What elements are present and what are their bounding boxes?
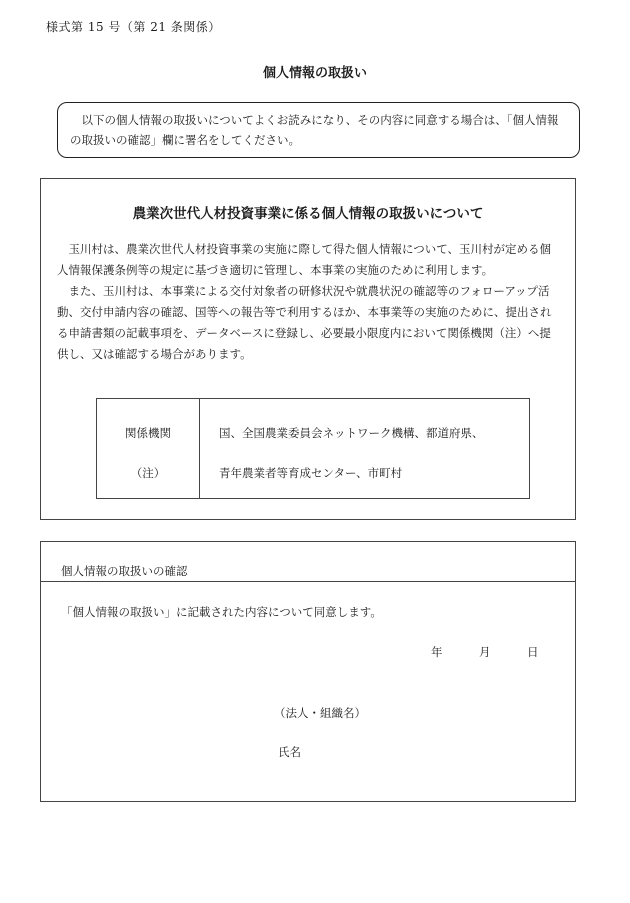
related-organizations-label: 関係機関 [125,426,171,440]
privacy-policy-section [40,178,576,520]
organization-name-field[interactable]: （法人・組織名） [274,706,366,720]
date-day-field[interactable]: 日 [527,645,539,659]
page-title: 個人情報の取扱い [262,66,367,81]
note-marker: （注） [130,466,166,480]
policy-body [57,239,561,365]
signature-name-field[interactable]: 氏名 [278,745,301,759]
policy-heading: 農業次世代人材投資事業に係る個人情報の取扱いについて [132,206,484,222]
confirmation-divider [41,581,575,582]
notice-box: 以下の個人情報の取扱いについてよくお読みになり、その内容に同意する場合は、「個人情報の取扱いの確認」欄に署名をしてください。 [57,102,580,158]
related-organizations-table [96,398,530,499]
date-month-field[interactable]: 月 [479,645,491,659]
policy-paragraph-1: 玉川村は、農業次世代人材投資事業の実施に際して得た個人情報について、玉川村が定める個人情報保護条例等の規定に基づき適切に管理し、本事業の実施のために利用します。 [57,242,552,277]
consent-statement: 「個人情報の取扱い」に記載された内容について同意します。 [61,605,382,619]
related-organizations-label-cell [97,399,200,498]
form-number: 様式第 15 号（第 21 条関係） [46,20,221,34]
policy-paragraph-2: また、玉川村は、本事業による交付対象者の研修状況や就農状況の確認等のフォローアップ活動、交付申請内容の確認、国等への報告等で利用するほか、本事業等の実施のために、提出される申請書類の記載事項を、データベースに登録し、必要最小限度内において関係機関（注）へ提供し、又は確認する場合があります。 [57,284,552,361]
confirmation-label: 個人情報の取扱いの確認 [61,564,188,578]
related-organizations-line-1: 国、全国農業委員会ネットワーク機構、都道府県、 [219,426,484,440]
confirmation-section [40,541,576,802]
related-organizations-line-2: 青年農業者等育成センター、市町村 [219,466,403,480]
date-year-field[interactable]: 年 [431,645,443,659]
